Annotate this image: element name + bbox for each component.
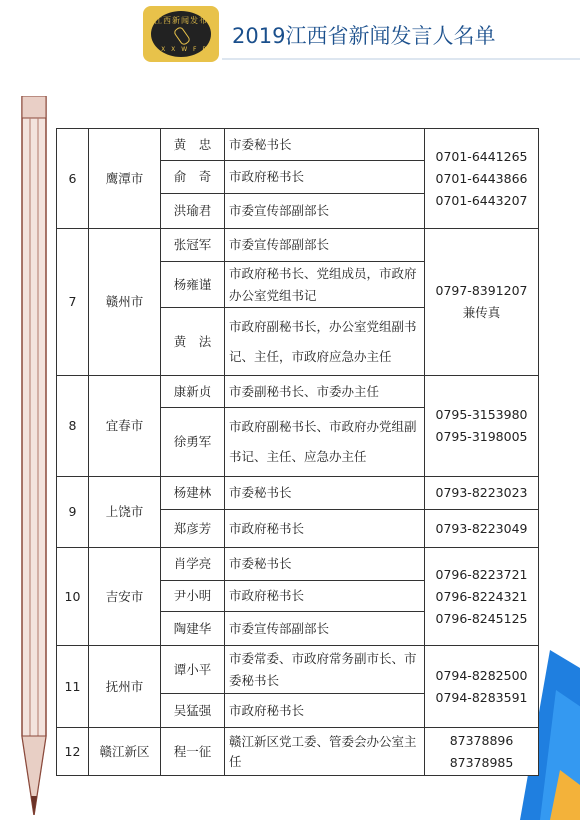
phone-cell [425,129,539,229]
logo-text-top: 江西新闻发布 [154,16,208,25]
city-name: 宜春市 [89,376,161,477]
person-position: 市政府副秘书长、市政府办党组副书记、主任、应急办主任 [225,408,425,477]
person-position: 市政府副秘书长，办公室党组副书记、主任，市政府应急办主任 [225,308,425,376]
person-position: 市委常委、市政府常务副市长、市委秘书长 [225,646,425,694]
phone-cell [425,728,539,776]
table-row [57,376,539,408]
phone-cell [425,548,539,646]
phone-number: 0796-8245125 [435,610,528,626]
page-header [0,0,580,72]
title-underline [222,58,580,60]
person-name: 郑彦芳 [161,510,225,548]
row-index: 12 [57,728,89,776]
microphone-icon [173,26,192,46]
person-position: 市政府秘书长 [225,510,425,548]
phone-number: 0701-6441265 [435,148,528,164]
page-title: 2019江西省新闻发言人名单 [232,24,496,48]
phone-cell [425,376,539,477]
person-position: 市政府秘书长 [225,161,425,194]
person-name: 徐勇军 [161,408,225,477]
table-row [57,229,539,262]
person-position: 市委宣传部副部长 [225,612,425,646]
phone-number: 0797-8391207 [435,283,528,298]
person-position: 市政府秘书长、党组成员，市政府办公室党组书记 [225,262,425,308]
person-name: 杨建林 [161,477,225,510]
person-name: 杨雍谨 [161,262,225,308]
phone-number: 0793-8223023 [425,477,539,510]
phone-number: 0793-8223049 [425,510,539,548]
person-name: 谭小平 [161,646,225,694]
person-name: 洪瑜君 [161,194,225,229]
person-name: 陶建华 [161,612,225,646]
person-name: 张冠军 [161,229,225,262]
row-index: 7 [57,229,89,376]
phone-number: 87378896 [449,732,514,748]
person-name: 吴猛强 [161,694,225,728]
table-row [57,728,539,776]
row-index: 6 [57,129,89,229]
person-name: 黄 忠 [161,129,225,161]
person-position: 赣江新区党工委、管委会办公室主任 [225,728,425,776]
phone-number: 0795-3153980 [435,407,528,422]
row-index: 11 [57,646,89,728]
phone-number: 0795-3198005 [435,429,528,444]
person-position: 市委宣传部副部长 [225,229,425,262]
person-position: 市委宣传部副部长 [225,194,425,229]
phone-number: 0701-6443866 [435,170,528,186]
person-name: 尹小明 [161,581,225,612]
phone-number: 0794-8282500 [435,667,528,683]
city-name: 赣江新区 [89,728,161,776]
city-name: 赣州市 [89,229,161,376]
logo [143,6,219,62]
person-position: 市委秘书长 [225,548,425,581]
phone-number: 0796-8223721 [435,566,528,582]
phone-number: 0794-8283591 [435,689,528,705]
spokesperson-table [56,128,539,776]
phone-number: 0701-6443207 [435,192,528,208]
person-position: 市委秘书长 [225,129,425,161]
table-row [57,548,539,581]
phone-cell [425,229,539,376]
row-index: 9 [57,477,89,548]
table-row [57,646,539,694]
person-name: 俞 奇 [161,161,225,194]
person-name: 程一征 [161,728,225,776]
person-name: 康新贞 [161,376,225,408]
city-name: 吉安市 [89,548,161,646]
person-position: 市政府秘书长 [225,694,425,728]
person-position: 市委副秘书长、市委办主任 [225,376,425,408]
city-name: 抚州市 [89,646,161,728]
fax-note: 兼传真 [462,305,501,320]
city-name: 上饶市 [89,477,161,548]
city-name: 鹰潭市 [89,129,161,229]
phone-number: 0796-8224321 [435,588,528,604]
logo-text-bottom: J X X W F B [153,46,209,53]
table-row [57,477,539,510]
phone-cell [425,646,539,728]
phone-number: 87378985 [449,754,514,770]
pencil-illustration [14,96,54,815]
person-position: 市委秘书长 [225,477,425,510]
person-name: 黄 法 [161,308,225,376]
row-index: 10 [57,548,89,646]
table-row [57,129,539,161]
person-name: 肖学亮 [161,548,225,581]
logo-badge [149,9,213,59]
row-index: 8 [57,376,89,477]
person-position: 市政府秘书长 [225,581,425,612]
